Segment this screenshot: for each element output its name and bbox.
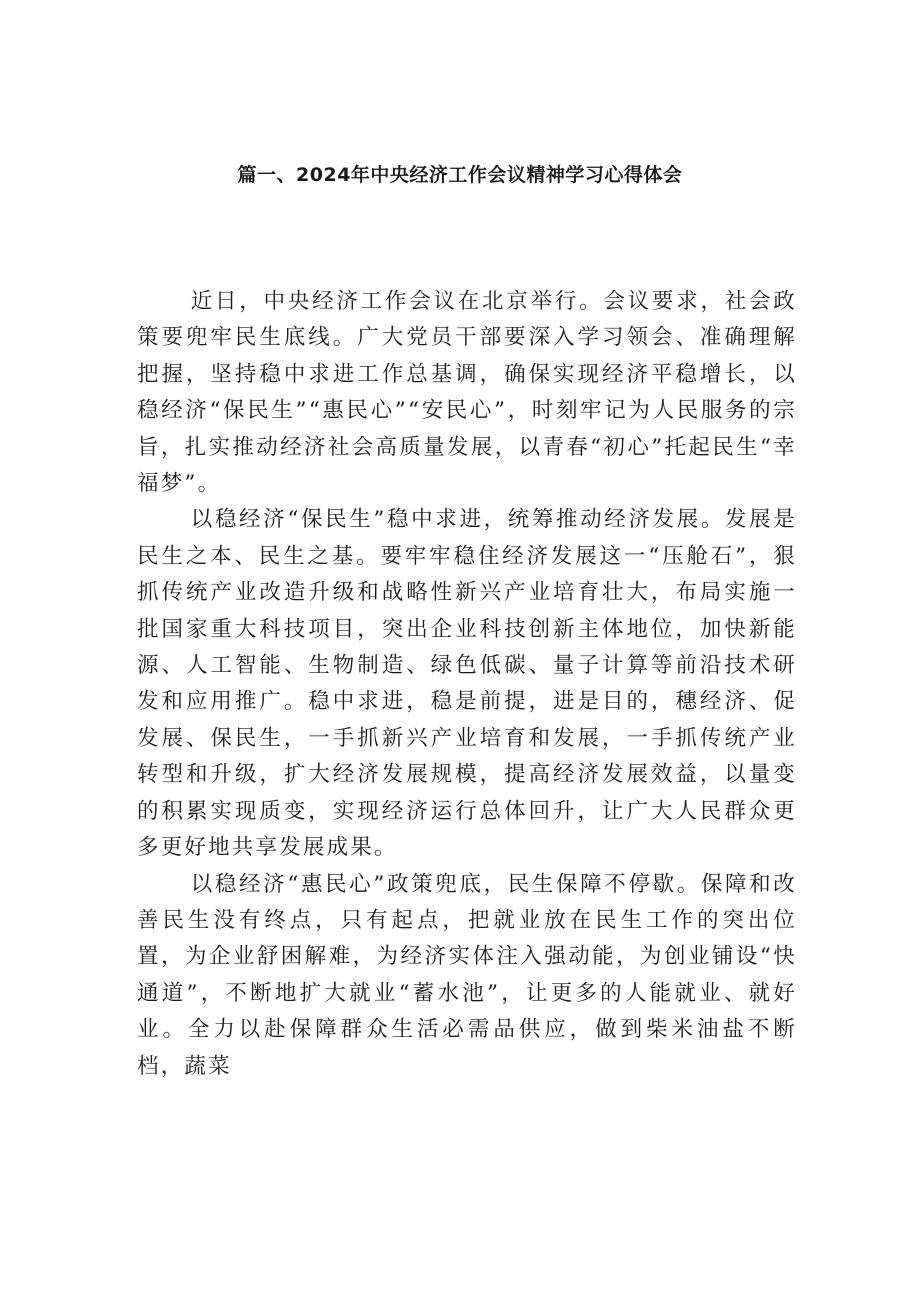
document-body bbox=[137, 284, 797, 1085]
paragraph-2: 以稳经济“保民生”稳中求进，统筹推动经济发展。发展是民生之本、民生之基。要牢牢稳住经济发展这一“压舱石”，狠抓传统产业改造升级和战略性新兴产业培育壮大，布局实施一批国家重大科技项目，突出企业科技创新主体地位，加快新能源、人工智能、生物制造、绿色低碳、量子计算等前沿技术研发和应用推广。稳中求进，稳是前提，进是目的，穗经济、促发展、保民生，一手抓新兴产业培育和发展，一手抓传统产业转型和升级，扩大经济发展规模，提高经济发展效益，以量变的积累实现质变，实现经济运行总体回升，让广大人民群众更多更好地共享发展成果。 bbox=[137, 507, 797, 861]
page-title: 篇一、2024年中央经济工作会议精神学习心得体会 bbox=[237, 164, 683, 186]
paragraph-1: 近日，中央经济工作会议在北京举行。会议要求，社会政策要兜牢民生底线。广大党员干部要深入学习领会、准确理解把握，坚持稳中求进工作总基调，确保实现经济平稳增长，以稳经济“保民生”“惠民心”“安民心”，时刻牢记为人民服务的宗旨，扎实推动经济社会高质量发展，以青春“初心”托起民生“幸福梦”。 bbox=[137, 289, 797, 497]
paragraph-3: 以稳经济“惠民心”政策兜底，民生保障不停歇。保障和改善民生没有终点，只有起点，把就业放在民生工作的突出位置，为企业舒困解难，为经济实体注入强动能，为创业铺设“快通道”，不断地扩大就业“蓄水池”，让更多的人能就业、就好业。全力以赴保障群众生活必需品供应，做到柴米油盐不断档，蔬菜 bbox=[137, 871, 797, 1079]
